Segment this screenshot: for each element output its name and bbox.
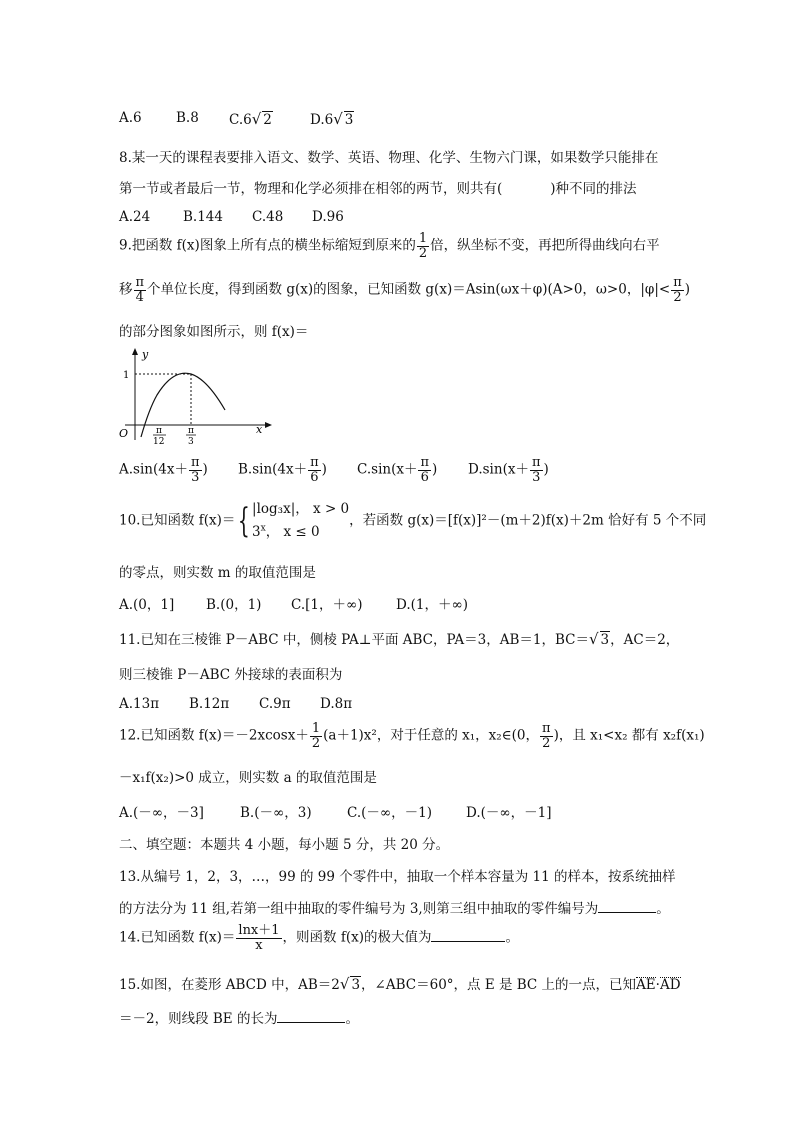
one-label: 1: [123, 370, 130, 381]
q9-option-a: A.sin(4x＋ $\frac{\pi}{3}$ ): [119, 455, 208, 485]
q9-option-c: C.sin(x＋ $\frac{\pi}{6}$ ): [357, 455, 438, 485]
tick-pi12-den: 12: [153, 437, 165, 445]
q12-option-a: A.(－∞，－3]: [119, 805, 204, 821]
section-heading: 二、填空题：本题共 4 小题，每小题 5 分，共 20 分。: [119, 837, 450, 853]
q13-line1: 13.从编号 1，2，3，…，99 的 99 个零件中，抽取一个样本容量为 11 的样本，按系统抽样: [119, 869, 676, 885]
q8-option-c: C.48: [252, 209, 284, 225]
origin-label: O: [119, 427, 129, 440]
q13-line2: 的方法分为 11 组,若第一组中抽取的零件编号为 3,则第三组中抽取的零件编号为 。: [119, 901, 670, 917]
sine-curve: [141, 373, 225, 437]
x-label: x: [256, 423, 263, 436]
q9-sine-graph: [115, 345, 275, 445]
q8-option-b: B.144: [183, 209, 223, 225]
q8-option-a: A.24: [119, 209, 151, 225]
q10-option-a: A.(0，1]: [119, 597, 175, 613]
q7-option-a: A.6: [119, 110, 142, 126]
vector-ad: AD: [659, 977, 681, 993]
y-label: y: [142, 348, 149, 361]
x-axis-arrow: [265, 422, 272, 428]
q9-line2: 移 $\frac{\pi}{4}$ 个单位长度，得到函数 g(x)的图象，已知函数 g(x)＝Asin(ωx＋φ)(A>0，ω>0，|φ|< $\frac{\pi}{2}$ ): [119, 275, 691, 305]
q10-option-b: B.(0，1): [206, 597, 262, 613]
piecewise-cases: |log₃x|， x > 0 3$^x$， x ≤ 0: [252, 501, 350, 540]
q10-option-c: C.[1，＋∞): [291, 597, 363, 613]
q7-option-d: D.6√ 3: [310, 110, 354, 128]
q15-line1: 15.如图，在菱形 ABCD 中，AB＝2√ 3，∠ABC＝60°，点 E 是 BC 上的一点，已知AE·AD: [119, 975, 681, 993]
vector-ae: AE: [636, 977, 656, 993]
tick-pi12-num: π: [156, 426, 162, 436]
q11-option-c: C.9π: [259, 696, 291, 712]
q14-line: 14.已知函数 f(x)＝ $\frac{\ln x+1}{x}$ ，则函数 f(x)的极大值为 。: [119, 923, 519, 953]
q12-line2: －x₁f(x₂)>0 成立，则实数 a 的取值范围是: [119, 770, 377, 786]
tick-pi3-den: 3: [188, 437, 194, 445]
q7-option-c: C.6√ 2: [229, 110, 272, 128]
q12-option-c: C.(－∞，－1): [347, 805, 433, 821]
q10-line2: 的零点，则实数 m 的取值范围是: [119, 565, 316, 581]
q11-option-a: A.13π: [119, 696, 160, 712]
fraction: $\frac{1}{2}$: [418, 231, 428, 261]
q8-line2: 第一节或者最后一节，物理和化学必须排在相邻的两节，则共有( )种不同的排法: [119, 181, 637, 197]
q8-option-d: D.96: [312, 209, 344, 225]
q9-line1: 9.把函数 f(x)图象上所有点的横坐标缩短到原来的 $\frac{1}{2}$ 倍，纵坐标不变，再把所得曲线向右平: [119, 231, 660, 261]
answer-blank: [598, 912, 656, 913]
q10-option-d: D.(1，＋∞): [396, 597, 469, 613]
answer-blank: [277, 1022, 345, 1023]
q11-line2: 则三棱锥 P－ABC 外接球的表面积为: [119, 667, 343, 683]
q12-line1: 12.已知函数 f(x)＝－2xcosx＋ $\frac{1}{2}$ (a＋1)x²，对于任意的 x₁，x₂∈(0， $\frac{\pi}{2}$ )，且 x₁<x₂ 都有 x₂f(x₁): [119, 721, 705, 751]
q11-option-d: D.8π: [320, 696, 353, 712]
q11-option-b: B.12π: [189, 696, 230, 712]
fraction: $\frac{\pi}{4}$: [135, 275, 145, 305]
q12-option-b: B.(－∞，3): [240, 805, 312, 821]
answer-blank: [431, 941, 505, 942]
y-axis-arrow: [132, 348, 138, 355]
q12-option-d: D.(－∞，－1]: [466, 805, 552, 821]
q7-option-b: B.8: [176, 110, 199, 126]
q9-option-b: B.sin(4x＋ $\frac{\pi}{6}$ ): [238, 455, 327, 485]
q9-option-d: D.sin(x＋ $\frac{\pi}{3}$ ): [468, 455, 549, 485]
q10-line1: 10.已知函数 f(x)＝{ |log₃x|， x > 0 3$^x$， x ≤ 0 ，若函数 g(x)＝[f(x)]²－(m＋2)f(x)＋2m 恰好有 5 个不同: [119, 498, 706, 544]
piecewise-brace: {: [238, 500, 251, 541]
q15-line2: ＝－2，则线段 BE 的长为 。: [119, 1011, 359, 1027]
tick-pi3-num: π: [188, 426, 194, 436]
fraction: $\frac{\pi}{2}$: [673, 275, 682, 305]
q11-line1: 11.已知在三棱锥 P－ABC 中，侧棱 PA⊥平面 ABC，PA＝3，AB＝1，BC＝√ 3，AC＝2，: [119, 630, 680, 648]
q8-line1: 8.某一天的课程表要排入语文、数学、英语、物理、化学、生物六门课，如果数学只能排在: [119, 150, 659, 166]
q9-line3: 的部分图象如图所示，则 f(x)＝: [119, 324, 309, 340]
